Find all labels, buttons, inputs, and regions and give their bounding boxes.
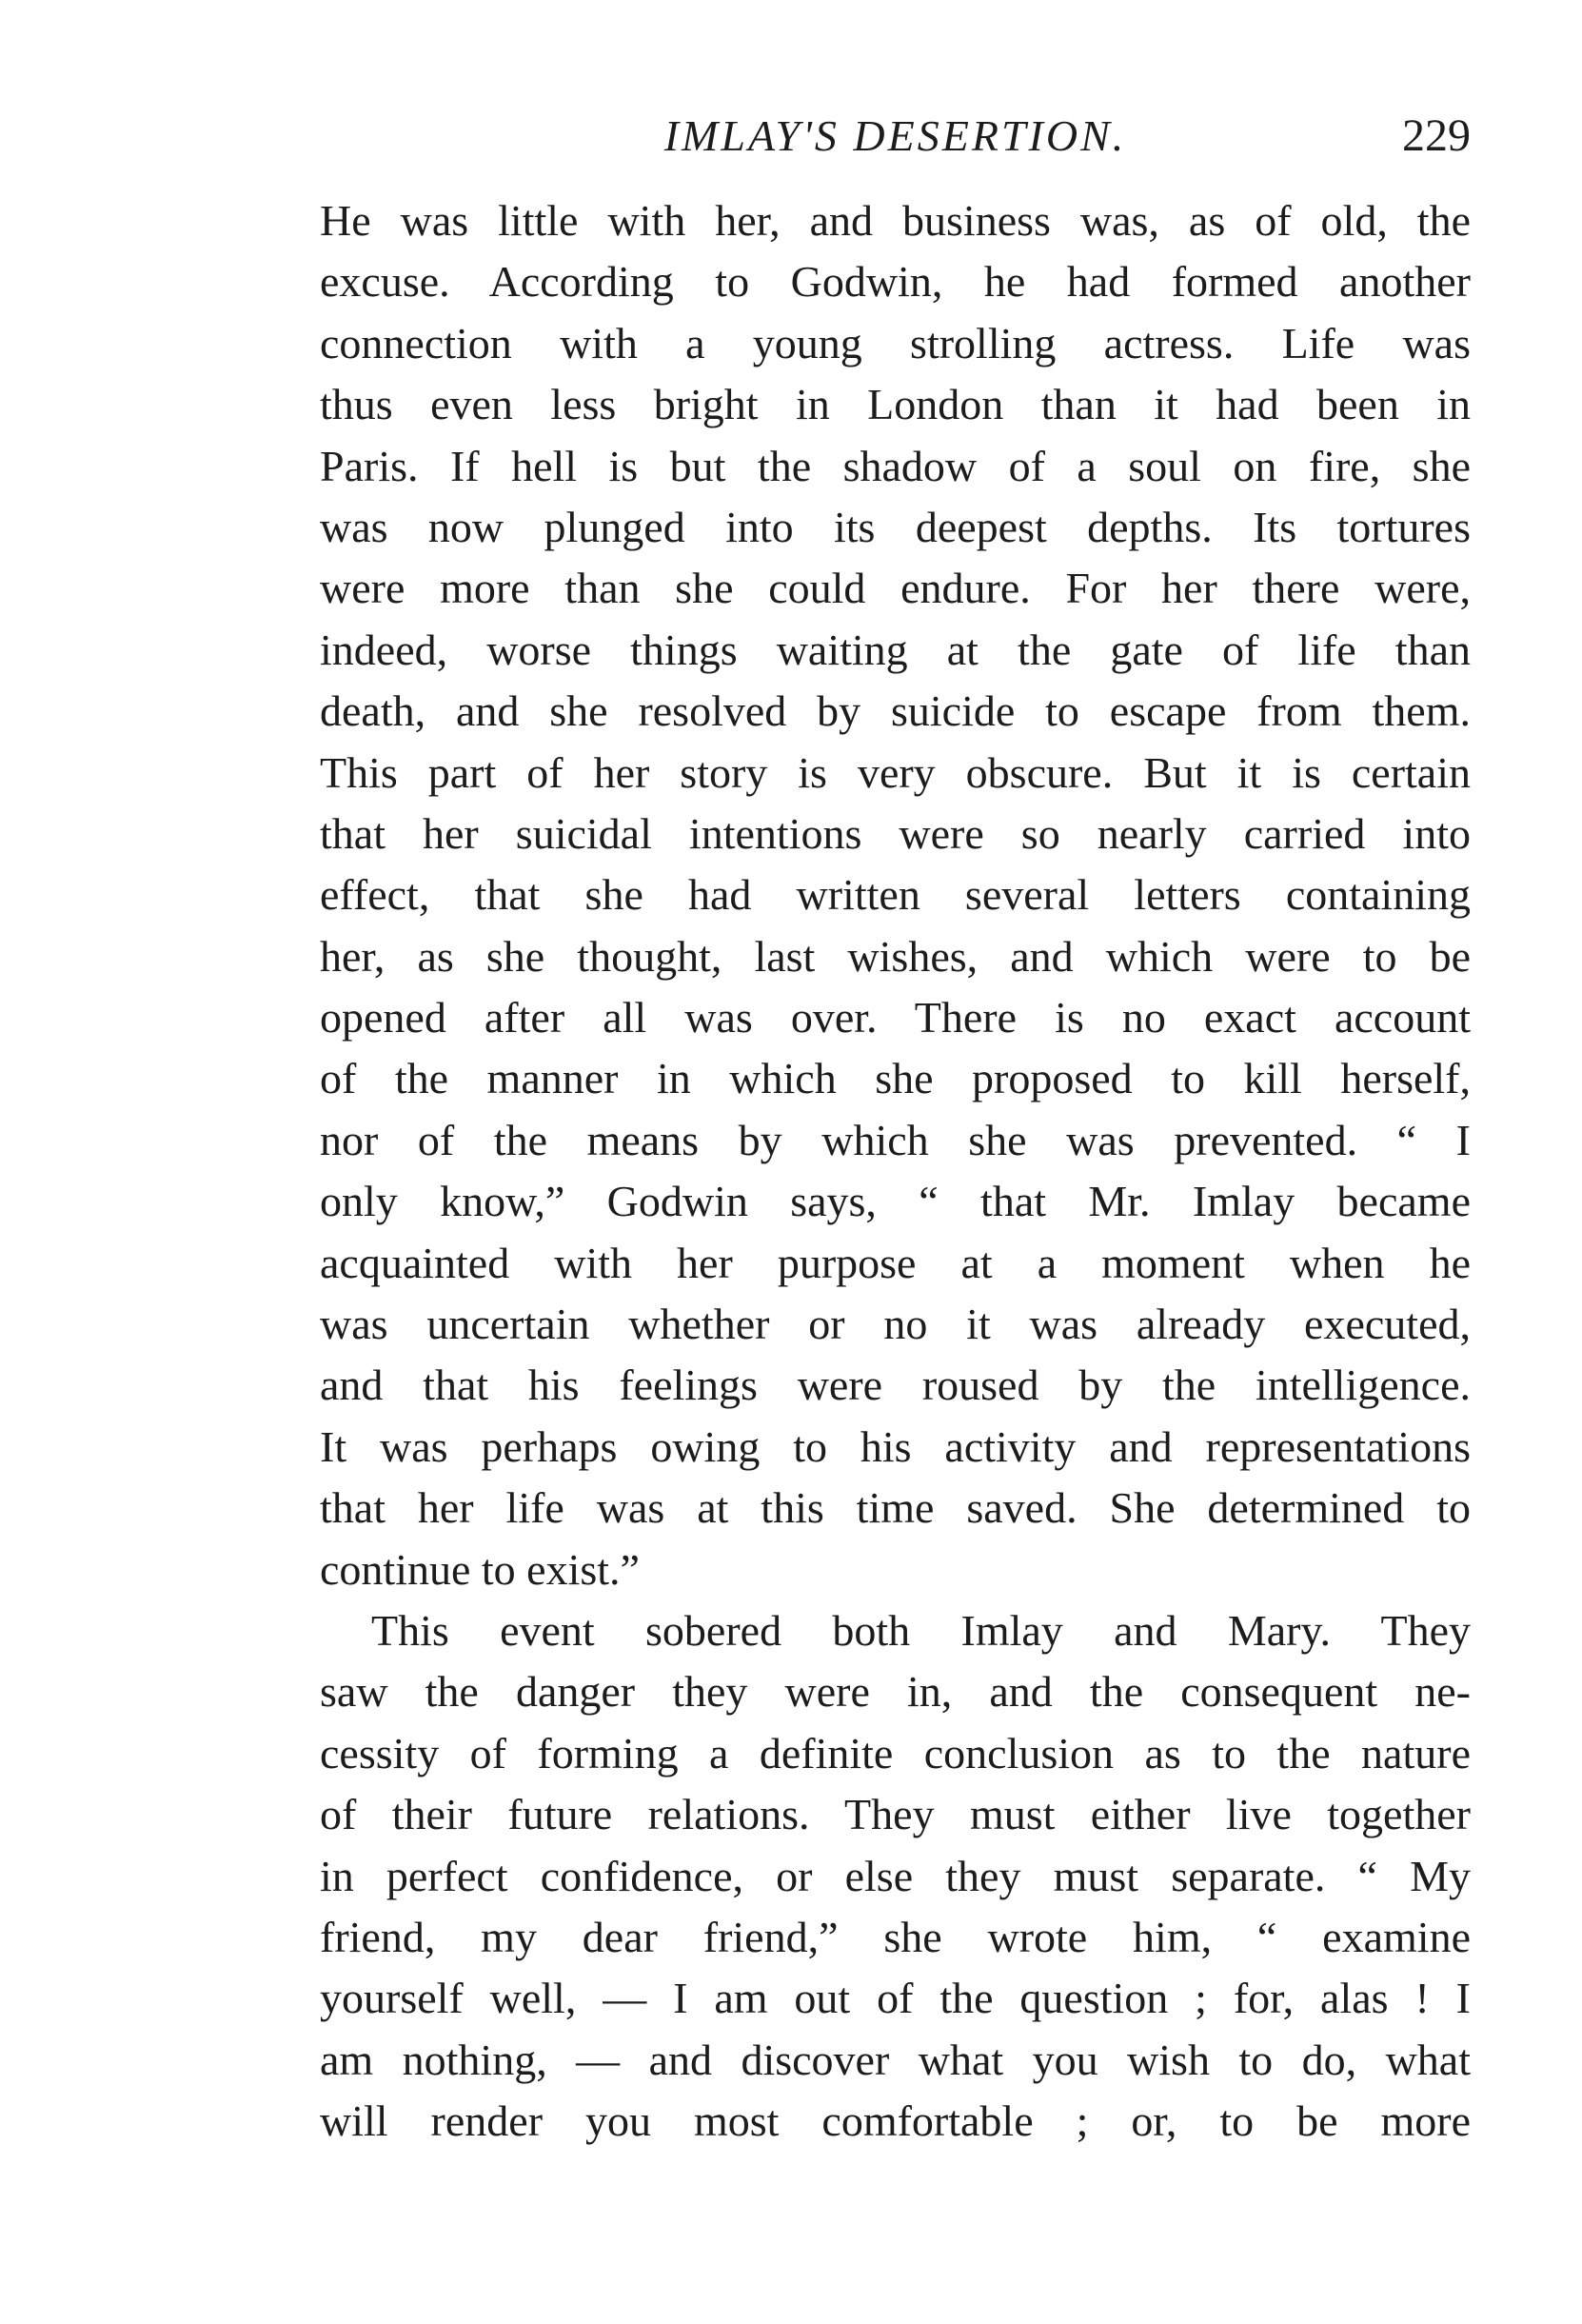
text-line: acquainted with her purpose at a moment when he (320, 1238, 1471, 1287)
text-line: opened after all was over. There is no exact account (320, 993, 1471, 1043)
text-line: that her life was at this time saved. She determined to (320, 1483, 1471, 1533)
running-title: IMLAY'S DESERTION. (663, 111, 1127, 160)
text-line: Paris. If hell is but the shadow of a soul on fire, she (320, 441, 1471, 490)
text-line: her, as she thought, last wishes, and which were to be (320, 931, 1471, 981)
text-line: am nothing, — and discover what you wish to do, what (320, 2035, 1471, 2084)
text-line: nor of the means by which she was prevented. “ I (320, 1115, 1471, 1164)
text-line: was uncertain whether or no it was already executed, (320, 1300, 1471, 1349)
text-line: that her suicidal intentions were so nearly carried into (320, 808, 1471, 858)
text-line: were more than she could endure. For her there were, (320, 564, 1471, 613)
text-line: of their future relations. They must either live together (320, 1790, 1471, 1839)
text-line: thus even less bright in London than it had been in (320, 380, 1471, 429)
paragraph-end-line: continue to exist.” (320, 1544, 640, 1594)
paragraph-start-line: This event sobered both Imlay and Mary. They (371, 1605, 1471, 1655)
text-line: friend, my dear friend,” she wrote him, “ examine (320, 1912, 1471, 1961)
text-line: He was little with her, and business was, as of old, the (320, 196, 1471, 245)
text-line: cessity of forming a definite conclusion as to the nature (320, 1728, 1471, 1778)
text-line: in perfect confidence, or else they must separate. “ My (320, 1851, 1471, 1900)
text-line: and that his feelings were roused by the intelligence. (320, 1361, 1471, 1410)
body-text (320, 190, 1471, 2153)
text-line: yourself well, — I am out of the question ; for, alas ! I (320, 1974, 1471, 2023)
page-number: 229 (1402, 110, 1471, 161)
text-line: only know,” Godwin says, “ that Mr. Imlay became (320, 1177, 1471, 1226)
text-line: of the manner in which she proposed to kill herself, (320, 1054, 1471, 1103)
text-line: death, and she resolved by suicide to escape from them. (320, 686, 1471, 736)
text-line: effect, that she had written several letters containing (320, 870, 1471, 920)
text-line: connection with a young strolling actress. Life was (320, 318, 1471, 367)
running-head (320, 103, 1471, 169)
text-line: This part of her story is very obscure. But it is certain (320, 747, 1471, 797)
text-line: will render you most comfortable ; or, to be more (320, 2096, 1471, 2146)
text-line: was now plunged into its deepest depths. Its tortures (320, 502, 1471, 551)
text-line: saw the danger they were in, and the consequent ne- (320, 1667, 1471, 1717)
text-line: It was perhaps owing to his activity and representations (320, 1421, 1471, 1471)
text-line: excuse. According to Godwin, he had formed another (320, 257, 1471, 307)
text-line: indeed, worse things waiting at the gate of life than (320, 625, 1471, 674)
